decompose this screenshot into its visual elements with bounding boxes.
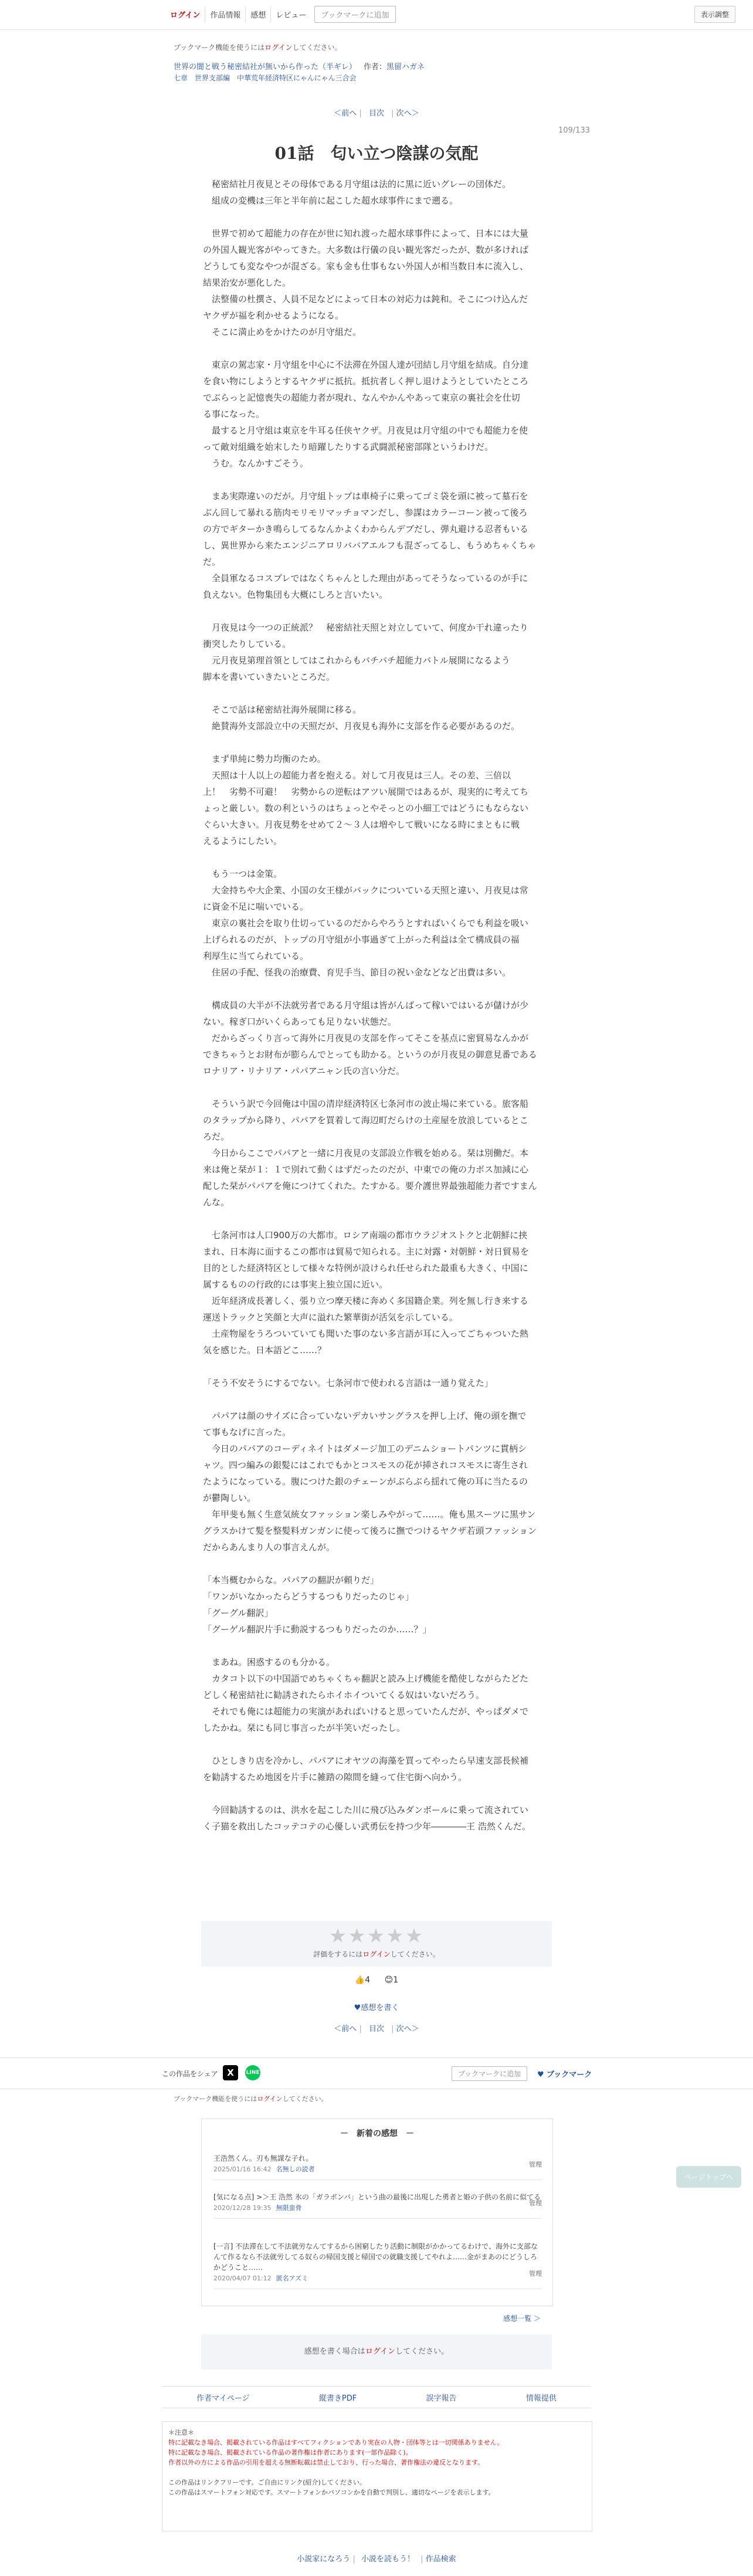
novel-line: 上！ 劣勢不可避！ 劣勢からの逆転はアツい展開ではあるが、現実的に考えてち <box>203 787 529 797</box>
novel-line: 秘密結社月夜見とその母体である月守組は法的に黒に近いグレーの団体だ。 <box>203 179 511 189</box>
novel-line: 運送トラックと笑顔と大声に溢れた繁華街が活気を示している。 <box>203 1312 458 1323</box>
author-label: 作者： <box>364 63 387 72</box>
toc-link[interactable]: 目次 <box>368 109 384 118</box>
impression-text: [一言] 不法滞在して不法就労なんてするから困窮したり活動に制限がかかってるわけで、海外に支部なんて作るなら不法就労してる奴らの帰国支援と帰国での就職支援してやれよ……金がまあのにどうしろかどうこと…… <box>213 2242 538 2272</box>
novel-line: まず単純に勢力均衡のため。 <box>203 754 326 764</box>
novel-line: 「グーグル翻訳」 <box>203 1608 273 1618</box>
novel-line: のタラップから降り、パパアを買着して海辺町だらけの土産屋を放浪しているとこ <box>203 1115 528 1126</box>
novel-line: 最すると月守組は東京を牛耳る任侠ヤクザ。月夜見は月守組の中でも超能力を使 <box>203 425 528 436</box>
bookmark-notice-2-login-link[interactable]: ログイン <box>257 2095 283 2103</box>
novel-line: パパアは顔のサイズに合っていないデカいサングラスを押し上げ、俺の頭を撫で <box>203 1411 527 1421</box>
bookmark-notice-text: ブックマーク機能を使うには <box>174 43 265 52</box>
novel-line: く子猫を救出したコッテコテの心優しい武勇伝を持つ少年――――王 浩然くんだ。 <box>203 1821 531 1832</box>
novel-line: 「そう不安そうにするでない。七条河市で使われる言語は一通り覚えた」 <box>203 1378 493 1388</box>
novel-line: 大金持ちや大企業、小国の女王様がバックについている天照と違い、月夜見は常 <box>203 885 528 896</box>
novel-line: ひとしきり店を冷かし、パパアにオヤツの海藻を買ってやったら早速支部長候補 <box>203 1755 529 1766</box>
write-impression-link[interactable]: ♥感想を書く <box>354 2004 399 2012</box>
novel-line: 衝突したりしている。 <box>203 639 291 649</box>
novel-line: 世界で初めて超能力の存在が世に知れ渡った超水球事件によって、日本には大量 <box>203 228 528 239</box>
rating-notice-text: 評価をするには <box>313 1950 363 1958</box>
rating-notice <box>201 1949 552 1959</box>
impression-author[interactable]: 名無しの読者 <box>276 2165 315 2173</box>
chapter-tags[interactable]: 七章 世界支部編 中華荒年経済特区にゃんにゃん三合会 <box>174 74 357 82</box>
note-line: 特に記載なき場合、掲載されている作品はすべてフィクションであり実在の人物・団体等とは一切関係ありません。 <box>168 2439 504 2446</box>
bookmark-notice-2-text-end: してください。 <box>282 2095 328 2103</box>
impression-item <box>213 2192 542 2219</box>
note-line: この作品はスマートフォン対応です。スマートフォンかパソコンかを自動で判別し、適切なページを表示します。 <box>168 2489 495 2496</box>
bookmark-notice <box>174 42 584 53</box>
novel-line: できちゃうとお財布が膨らんでとっても助かる。というのが月夜見の御意見番である <box>203 1049 537 1060</box>
novel-line: ぐらい大きい。月夜見勢をせめて２～３人は増やして戦いになる時にまともに戦 <box>203 819 520 830</box>
novel-line: って敵対組織を始末したり暗躍したりする武闘派秘密部隊というわけだ。 <box>203 442 494 452</box>
novel-line: 今日のパパアのコーディネイトはダメージ加工のデニムショートパンツに貫柄シ <box>203 1443 527 1454</box>
bookmark-add-button[interactable]: ブックマークに追加 <box>314 6 395 23</box>
impressions-list-link[interactable]: 感想一覧 ＞ <box>503 2314 541 2323</box>
blank-line <box>203 1785 555 1802</box>
login-link[interactable]: ログイン <box>165 6 205 22</box>
top-nav <box>165 6 396 23</box>
pager-sep: | <box>391 109 394 118</box>
impression-author[interactable]: 匿名アズミ <box>276 2275 308 2282</box>
novel-line: の外国人観光客がやってきた。大多数は行儀の良い観光客だったが、数が多ければ <box>203 245 529 255</box>
notes-box <box>162 2421 592 2531</box>
novel-line: だ。 <box>203 557 221 567</box>
novel-line: 属するものの行政的には事実上独立国に近い。 <box>203 1279 388 1290</box>
novel-line: カタコト以下の中国語でめちゃくちゃ翻訳と読み上げ機能を酷使しながらたどた <box>203 1673 529 1684</box>
note-line: この作品はリンクフリーです。ご自由にリンク(紹介)してください。 <box>168 2479 366 2486</box>
bookmark-link[interactable]: ♥ ブックマーク <box>537 2070 592 2079</box>
blank-line <box>203 1555 555 1572</box>
novel-line: て事もなげに言った。 <box>203 1427 291 1438</box>
write-box-login-link[interactable]: ログイン <box>365 2347 396 2356</box>
novel-line: 上げられるのだが、トップの月守組が小事過ぎて上がった利益は全て構成員の福 <box>203 934 520 945</box>
novel-line: 全員軍なるコスプレではなくちゃんとした理由があってそうなっているのが手に <box>203 573 528 584</box>
novel-line: だからあんまり人の事言えんが。 <box>203 1542 335 1553</box>
series-line <box>174 62 584 73</box>
novel-line: ャツ。四つ編みの銀髪にはこれでもかとコスモスの花が挿されコスモスに寄生され <box>203 1460 528 1470</box>
novel-line: 「ワンがいなかったらどうするつもりだったのじゃ」 <box>203 1591 414 1602</box>
blank-line <box>203 603 555 619</box>
next-link[interactable]: 次へ＞ <box>396 109 419 118</box>
novel-line: る事になった。 <box>203 409 265 419</box>
novel-line: の方でギターかき鳴らしてるなんかよくわからんデブだし、弾丸避ける忍者もいる <box>203 524 528 534</box>
novel-line: えるようにしたい。 <box>203 836 283 846</box>
novel-line: 住居の手配、怪我の治療費、育児手当、節目の祝い金などなど出費は多い。 <box>203 967 511 978</box>
x-share-icon[interactable]: X <box>223 2065 238 2080</box>
blank-line <box>203 472 555 488</box>
note-line: 特に記載なき場合、掲載されている作品の著作権は作者にあります(一部作品除く)。 <box>168 2449 412 2456</box>
blank-line <box>203 1391 555 1408</box>
author-mypage-link[interactable]: 作者マイページ <box>196 2394 250 2403</box>
share-label: この作品をシェア <box>162 2070 218 2078</box>
vertical-pdf-link[interactable]: 縦書きPDF <box>318 2394 357 2403</box>
note-line: ＊注意＊ <box>168 2429 194 2436</box>
impression-manage-link[interactable]: 管理 <box>529 2199 542 2207</box>
write-box-text-end: してください。 <box>395 2347 449 2356</box>
impressions-title: － 新着の感想 － <box>340 2129 414 2138</box>
write-box-text: 感想を書く場合は <box>304 2347 365 2356</box>
page-number: 109/133 <box>558 126 590 135</box>
series-title-link[interactable]: 世界の闇と戦う秘密結社が無いから作った（半ギレ） <box>174 63 357 72</box>
novel-line: でぶらっと記憶喪失の超能力者が現れ、なんやかんやあって東京の裏社会を仕切 <box>203 392 520 403</box>
bottom-sep: | <box>352 2555 355 2564</box>
novel-line: 脚本を書いていきたいところだ。 <box>203 672 335 682</box>
top-bar <box>0 0 753 30</box>
impression-manage-link[interactable]: 管理 <box>529 2270 542 2277</box>
header-info <box>174 42 584 83</box>
info-provide-link[interactable]: 情報提供 <box>525 2394 557 2403</box>
write-impression-box <box>201 2334 552 2370</box>
impression-item <box>213 2241 542 2289</box>
bottom-sep: | <box>420 2555 423 2564</box>
novel-line: 構成員の大半が不法就労者である月守組は皆がんばって稼いではいるが儲けが少 <box>203 1000 529 1011</box>
novel-line: 「グーゲル翻訳片手に動説するつもりだったのか……？」 <box>203 1624 432 1635</box>
impression-text: [気になる点] >＞王 浩然 氷の「ガラボンバ」という曲の最後に出現した勇者と姫の子供の名前に似てる <box>213 2193 541 2201</box>
search-link[interactable]: 作品検索 <box>425 2555 456 2564</box>
novel-body <box>203 176 555 1835</box>
novel-line: まれ、日本海に面するこの都市は貿易で知られる。主に対露・対朝鮮・対日貿易を <box>203 1246 529 1257</box>
novel-line: ろだ。 <box>203 1131 230 1142</box>
novel-line: ロナリア・リナリア・パパアニャン氏の言い分だ。 <box>203 1066 405 1076</box>
novel-line: 近年経済成長著しく、張り立つ摩天楼に奔めく多国籍企業。列を無し行き来する <box>203 1296 528 1306</box>
novel-line: 来は俺と栞が１：１で別れて動くはずだったのだが、中東での俺の力ボス加減に心 <box>203 1164 529 1175</box>
novel-line: 気を感じた。日本語どこ……？ <box>203 1345 327 1355</box>
novel-line: ヤクザが福を利かせるようになる。 <box>203 310 344 321</box>
impressions-link[interactable]: 感想 <box>246 6 271 22</box>
impression-author[interactable]: 無限蛮骨 <box>276 2204 302 2212</box>
novel-line: たようになっている。腹につけた銀のチェーンがぶらぶら揺れて俺の耳に当たるの <box>203 1476 528 1487</box>
blank-line <box>203 1358 555 1375</box>
novel-line: 東京の裏社会を取り仕切っているのだからやろうとすればいくらでも利益を吸い <box>203 918 528 928</box>
novel-line: ない。稼ぎ口がいくらあっても足りない状態だ。 <box>203 1016 396 1027</box>
novel-line: だからざっくり言って海外に月夜見の支部を作ってそこを基点に密貿易なんかが <box>203 1033 529 1043</box>
note-line: 作者以外の方による作品の引用を超える無断転載は禁止しており、行った場合、著作権法の違反となります。 <box>168 2459 484 2466</box>
review-link[interactable]: レビュー <box>276 11 307 20</box>
novel-line: 天照は十人以上の超能力者を抱える。対して月夜見は三人。その差、三倍以 <box>203 770 511 781</box>
novel-line: 月夜見は今一つの正統派？ 秘密結社天照と対立していて、何度か干れ違ったり <box>203 622 528 633</box>
novel-line: どしく秘密結社に勧誘されたらホイホイついてくる奴はいないだろう。 <box>203 1690 485 1700</box>
novel-line: に資金不足に喘いでいる。 <box>203 901 309 912</box>
pager-sep: | <box>359 109 362 118</box>
impression-date: 2020/04/07 01:12 <box>213 2275 272 2282</box>
impression-date: 2020/12/28 19:35 <box>213 2204 272 2212</box>
blank-line <box>203 685 555 701</box>
pager-top <box>0 107 753 118</box>
thumbs-up-reaction[interactable]: 👍4 <box>354 1975 371 1985</box>
novel-line: 東京の駕志家・月守組を中心に不法滞在外国人達が団結し月守組を結成。自分達 <box>203 360 529 370</box>
novel-line: 土産物屋をうろついていても聞いた事のない多言語が耳に入ってごちゃついた熱 <box>203 1328 528 1339</box>
novel-line: そこに満止めをかけたのが月守組だ。 <box>203 327 362 337</box>
impression-text: 王浩然くん。刃も無謀な子れ。 <box>213 2154 313 2163</box>
novel-line: 負えない。色物集団も大概にしろと言いたい。 <box>203 589 388 600</box>
pager-sep: | <box>359 2025 362 2033</box>
novel-line: を勧誘するため地図を片手に雑踏の隙間を縫って住宅街へ向かう。 <box>203 1772 467 1782</box>
novel-line: 組成の変機は三年と半年前に起こした超水球事件にまで遡る。 <box>203 195 459 206</box>
novel-line: を食い物にしようとするヤクザに抵抗。抵抗者しく押し退けようとしていたところ <box>203 376 529 387</box>
impression-item <box>213 2153 542 2180</box>
smile-reaction[interactable]: 😊1 <box>384 1975 399 1985</box>
bookmark-notice-2-text: ブックマーク機能を使うには <box>174 2095 257 2103</box>
blank-line <box>203 1736 555 1753</box>
novel-line: うむ。なんかすごそう。 <box>203 458 309 469</box>
novel-line: そういう訳で今回俺は中国の清岸経済特区七条河市の波止場に来ている。旅客船 <box>203 1099 529 1109</box>
novel-line: そこで話は秘密結社海外展開に移る。 <box>203 704 362 715</box>
prev-link[interactable]: ＜前へ <box>334 109 357 118</box>
chapter-title: 01話 匂い立つ陰謀の気配 <box>274 144 479 163</box>
rating-box <box>201 1921 552 1967</box>
novel-line: 今日からここでパパアと一緒に月夜見の支部設立作戦を始める。栞は別働だ。本 <box>203 1148 529 1158</box>
line-share-icon[interactable]: LINE <box>245 2065 260 2080</box>
works-info-link[interactable]: 作品情報 <box>205 6 246 22</box>
rating-login-link[interactable]: ログイン <box>362 1950 391 1958</box>
novel-line: 絶賛海外支部設立中の天照だが、月夜見も海外に支部を作る必要があるのだ。 <box>203 721 520 731</box>
blank-line <box>203 209 555 225</box>
novel-line: まあね。困惑するのも分かる。 <box>203 1657 335 1667</box>
blank-line <box>203 1638 555 1654</box>
bookmark-notice-text-end: してください。 <box>292 43 342 52</box>
novel-line: 配した栞がパパアを俺につけてくれた。たすかる。要介護世界最強超能力者ですまん <box>203 1181 537 1191</box>
novel-line: 法整備の杜撰さ、人員不足などによって日本の対応力は鈍和。そこにつけ込んだ <box>203 294 528 304</box>
bookmark-notice-2 <box>174 2094 328 2103</box>
blank-line <box>203 734 555 751</box>
prev-link[interactable]: ＜前へ <box>334 2025 357 2033</box>
novel-line: 利厚生に当てられている。 <box>203 951 309 961</box>
display-settings-button[interactable]: 表示調整 <box>694 6 735 23</box>
novel-line: したかね。栞にも同じ事言ったが半笑いだったし。 <box>203 1723 406 1733</box>
bookmark-add-button[interactable]: ブックマークに追加 <box>452 2066 527 2081</box>
blank-line <box>203 340 555 357</box>
back-to-top-button[interactable]: ページトップへ <box>676 2166 741 2188</box>
blank-line <box>203 1211 555 1227</box>
novel-line: 「本当概むからな。パパアの翻訳が頼りだ」 <box>203 1575 379 1585</box>
novel-line: ょっと厳しい。数の利というのはちょっとやそっとの小細工ではどうにもならない <box>203 803 529 814</box>
novel-line: それでも俺には超能力の実演があればいけると思っていたんだが、やっぱダメで <box>203 1706 529 1717</box>
pager-bottom <box>0 2022 753 2033</box>
note-line <box>168 2467 586 2477</box>
bookmark-notice-login-link[interactable]: ログイン <box>264 43 293 52</box>
novel-line: し、異世界から来たエンジニアロリババアエルフも混ざってるし、もうめちゃくちゃ <box>203 540 537 551</box>
typo-report-link[interactable]: 誤字報告 <box>426 2394 457 2403</box>
novel-line: が鬱陶しい。 <box>203 1493 256 1503</box>
bottom-links <box>0 2553 753 2564</box>
novel-line: ぶん回して暴れる筋肉モリモリマッチョマンだし、参謀はカラーコーン被って後ろ <box>203 507 528 518</box>
novel-line: まあ実際違いのだが。月守組トップは車椅子に乗ってゴミ袋を頭に被って墓石を <box>203 491 528 501</box>
impression-manage-link[interactable]: 管理 <box>529 2161 542 2168</box>
novel-line: 年甲斐も無く生意気統女ファッション楽しみやがって……。俺も黒スーツに黒サン <box>203 1509 536 1520</box>
reactions <box>0 1975 753 1985</box>
novel-line: 元月夜見第理首領としてはこれからもバチバチ超能力バトル展開になるよう <box>203 655 510 666</box>
novel-line: 結果治安が悪化した。 <box>203 277 291 288</box>
impression-date: 2025/01/16 16:42 <box>213 2165 272 2173</box>
yomou-link[interactable]: 小説を読もう！ <box>361 2555 415 2564</box>
pager-sep: | <box>391 2025 394 2033</box>
blank-line <box>203 849 555 866</box>
novel-line: どうしても変なやつが混ざる。家も金も仕事もない外国人が相当数日本に流入し、 <box>203 261 529 272</box>
author-link[interactable]: 黒留ハガネ <box>386 63 425 72</box>
novel-line: もう一つは金策。 <box>203 869 283 879</box>
novel-line: んな。 <box>203 1197 230 1208</box>
next-link[interactable]: 次へ＞ <box>396 2025 419 2033</box>
blank-line <box>203 981 555 997</box>
new-impressions-box <box>201 2119 553 2323</box>
rating-notice-text-end: してください。 <box>390 1950 440 1958</box>
novel-line: 目的とした経済特区として様々な特例が設けられ任せられた最重も大きく、中国に <box>203 1263 528 1273</box>
blank-line <box>203 1079 555 1096</box>
narou-link[interactable]: 小説家になろう <box>297 2555 351 2564</box>
footer-links <box>162 2386 591 2408</box>
share-bar <box>0 2058 753 2089</box>
novel-line: 今回勧誘するのは、洪水を起こした川に飛び込みダンボールに乗って流されてい <box>203 1805 528 1815</box>
toc-link[interactable]: 目次 <box>368 2025 384 2033</box>
star-rating[interactable]: ★★★★★ <box>328 1924 425 1948</box>
novel-line: 七条河市は人口900万の大都市。ロシア南端の都市ウラジオストクと北朝鮮に挟 <box>203 1230 528 1240</box>
novel-line: グラスかけて髪を整髪料ガンガンに使って後ろに撫でつけるヤクザ若頭ファッション <box>203 1526 537 1536</box>
